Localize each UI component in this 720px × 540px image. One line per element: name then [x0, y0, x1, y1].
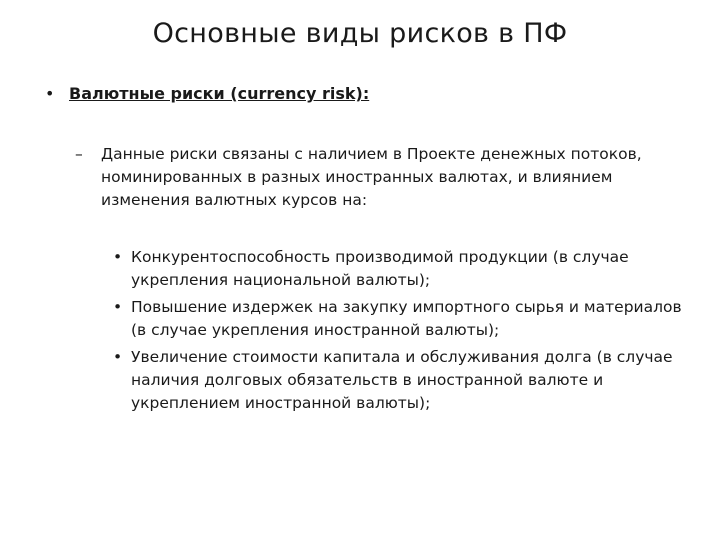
list-item-text: Увеличение стоимости капитала и обслуживания долга (в случае наличия долговых обязательств в иностранной валюте и укреплением иностранной валюты);: [131, 348, 673, 412]
slide-title: Основные виды рисков в ПФ: [152, 18, 568, 49]
list-item-text: Повышение издержек на закупку импортного сырья и материалов (в случае укрепления иностранной валюты);: [131, 298, 682, 339]
bullet-icon: •: [113, 298, 123, 316]
list-item: [113, 296, 688, 342]
sub-bullet-text: Данные риски связаны с наличием в Проекте денежных потоков, номинированных в разных иностранных валютах, и влиянием изменения валютных курсов на:: [101, 145, 642, 209]
bullet-icon: •: [113, 348, 123, 366]
bullet-icon: •: [45, 84, 55, 103]
list-item-text: Конкурентоспособность производимой продукции (в случае укрепления национальной валюты);: [131, 248, 629, 289]
dash-icon: –: [75, 145, 83, 163]
list-item: [113, 246, 688, 292]
bullet-item-currency-risk: [45, 84, 369, 103]
sub-bullet-description: [75, 143, 675, 212]
list-item: [113, 346, 688, 415]
bullet-icon: •: [113, 248, 123, 266]
bullet-heading: Валютные риски (currency risk):: [69, 84, 370, 103]
impact-list: [113, 246, 688, 419]
